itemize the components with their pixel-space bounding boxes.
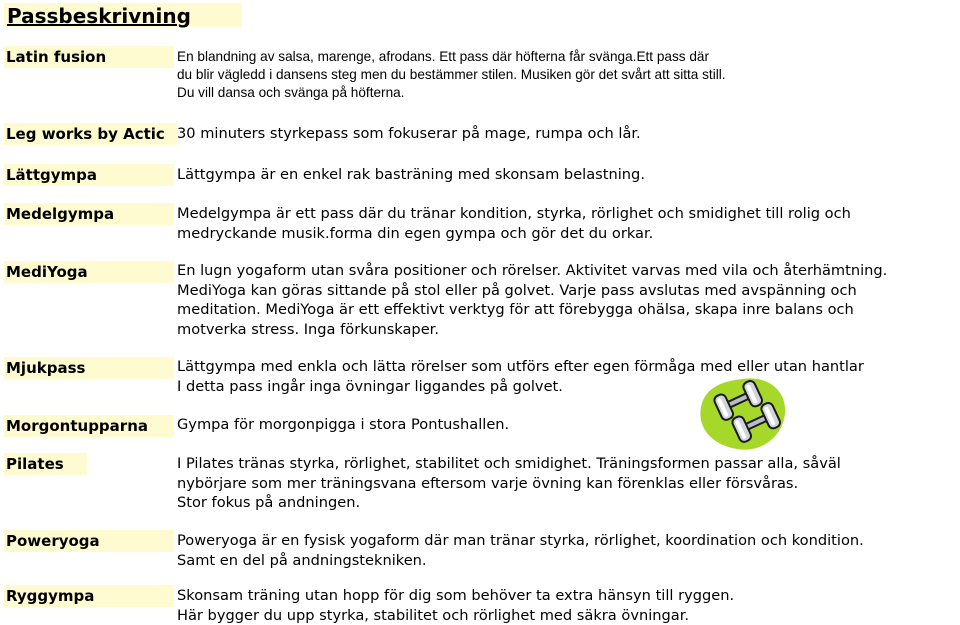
class-name-ryggympa: Ryggympa — [4, 585, 174, 607]
class-desc-pilates: I Pilates tränas styrka, rörlighet, stabilitet och smidighet. Träningsformen passar alla, såväl nybörjare som mer träningsvana eftersom varje övning kan förenklas eller försvåras. Stor fokus på andningen. — [177, 455, 841, 511]
class-name-medelgympa: Medelgympa — [4, 203, 174, 225]
class-desc-leg-works: 30 minuters styrkepass som fokuserar på mage, rumpa och lår. — [177, 125, 641, 142]
class-desc-lattgympa: Lättgympa är en enkel rak basträning med skonsam belastning. — [177, 166, 645, 183]
page-title: Passbeskrivning — [4, 3, 242, 27]
class-desc-mediyoga: En lugn yogaform utan svåra positioner och rörelser. Aktivitet varvas med vila och återhämtning. MediYoga kan göras sittande på stol eller på golvet. Varje pass avslutas med avspänning och meditation. MediYoga är ett effektivt verktyg för att förebygga ohälsa, skapa inre balans och motverka stress. Inga förkunskaper. — [177, 262, 888, 338]
class-name-pilates: Pilates — [4, 453, 87, 475]
class-desc-ryggympa: Skonsam träning utan hopp för dig som behöver ta extra hänsyn till ryggen. Här bygger du upp styrka, stabilitet och rörlighet med säkra övningar. — [177, 587, 735, 624]
class-desc-poweryoga: Poweryoga är en fysisk yogaform där man tränar styrka, rörlighet, koordination och kondition. Samt en del på andningstekniken. — [177, 532, 864, 569]
class-desc-morgontupparna: Gympa för morgonpigga i stora Pontushallen. — [177, 416, 510, 433]
class-name-latin-fusion: Latin fusion — [4, 46, 174, 68]
dumbbells-icon — [695, 375, 790, 455]
class-name-poweryoga: Poweryoga — [4, 530, 174, 552]
class-name-lattgympa: Lättgympa — [4, 164, 174, 186]
class-desc-latin-fusion: En blandning av salsa, marenge, afrodans. Ett pass där höfterna får svänga.Ett pass där du blir vägledd i dansens steg men du bestämmer stilen. Musiken gör det svårt att sitta still. Du vill dansa och svänga på höfterna. — [177, 49, 726, 100]
class-name-mjukpass: Mjukpass — [4, 357, 174, 379]
class-name-leg-works: Leg works by Actic — [4, 123, 177, 145]
class-desc-mjukpass: Lättgympa med enkla och lätta rörelser som utförs efter egen förmåga med eller utan hantlar I detta pass ingår inga övningar liggandes på golvet. — [177, 358, 864, 395]
class-name-morgontupparna: Morgontupparna — [4, 415, 174, 437]
class-name-mediyoga: MediYoga — [4, 261, 174, 283]
class-desc-medelgympa: Medelgympa är ett pass där du tränar kondition, styrka, rörlighet och smidighet till rolig och medryckande musik.forma din egen gympa och gör det du orkar. — [177, 205, 851, 242]
